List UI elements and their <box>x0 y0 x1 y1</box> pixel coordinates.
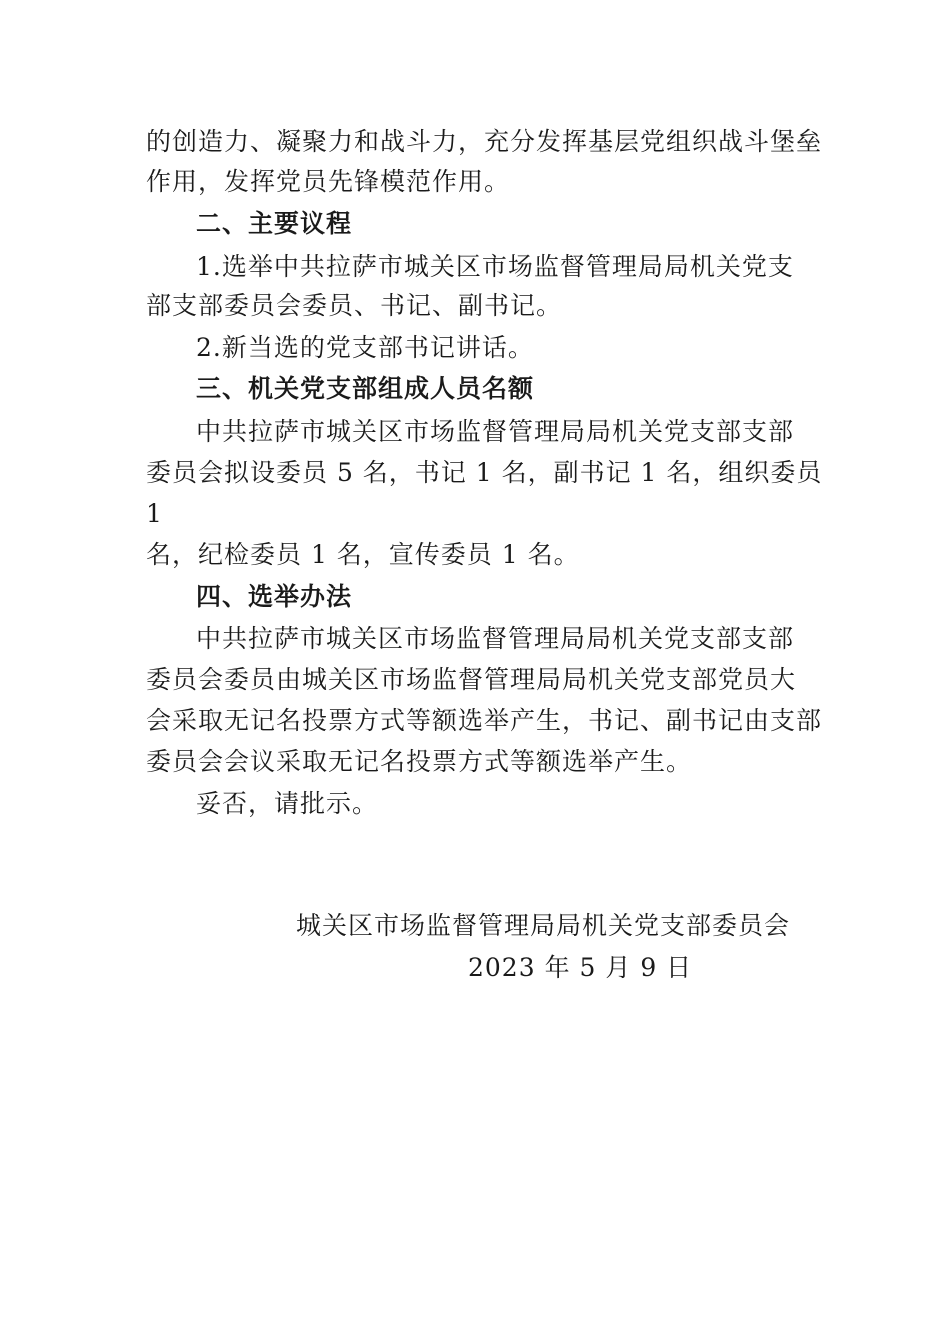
paragraph-line: 会采取无记名投票方式等额选举产生，书记、副书记由支部 <box>146 706 823 735</box>
paragraph-line: 的创造力、凝聚力和战斗力，充分发挥基层党组织战斗堡垒 <box>146 127 823 156</box>
agenda-item-2: 2.新当选的党支部书记讲话。 <box>196 333 534 362</box>
agenda-item-1: 1.选举中共拉萨市城关区市场监督管理局局机关党支 <box>196 252 794 281</box>
paragraph-line: 名，纪检委员 1 名，宣传委员 1 名。 <box>146 540 580 569</box>
paragraph-line: 委员会拟设委员 5 名，书记 1 名，副书记 1 名，组织委员 <box>146 458 823 487</box>
section-heading-agenda: 二、主要议程 <box>196 209 353 238</box>
signature-organization: 城关区市场监督管理局局机关党支部委员会 <box>296 911 791 940</box>
agenda-item-1-cont: 部支部委员会委员、书记、副书记。 <box>146 291 563 320</box>
section-heading-election: 四、选举办法 <box>196 582 353 611</box>
signature-date: 2023 年 5 月 9 日 <box>468 953 693 982</box>
paragraph-line: 委员会会议采取无记名投票方式等额选举产生。 <box>146 747 693 776</box>
section-heading-members: 三、机关党支部组成人员名额 <box>196 374 535 403</box>
paragraph-line: 中共拉萨市城关区市场监督管理局局机关党支部支部 <box>196 624 795 653</box>
closing-request: 妥否，请批示。 <box>196 789 379 818</box>
paragraph-line: 委员会委员由城关区市场监督管理局局机关党支部党员大 <box>146 665 797 694</box>
paragraph-line: 中共拉萨市城关区市场监督管理局局机关党支部支部 <box>196 417 795 446</box>
paragraph-line: 1 <box>146 499 163 528</box>
paragraph-line: 作用，发挥党员先锋模范作用。 <box>146 167 511 196</box>
